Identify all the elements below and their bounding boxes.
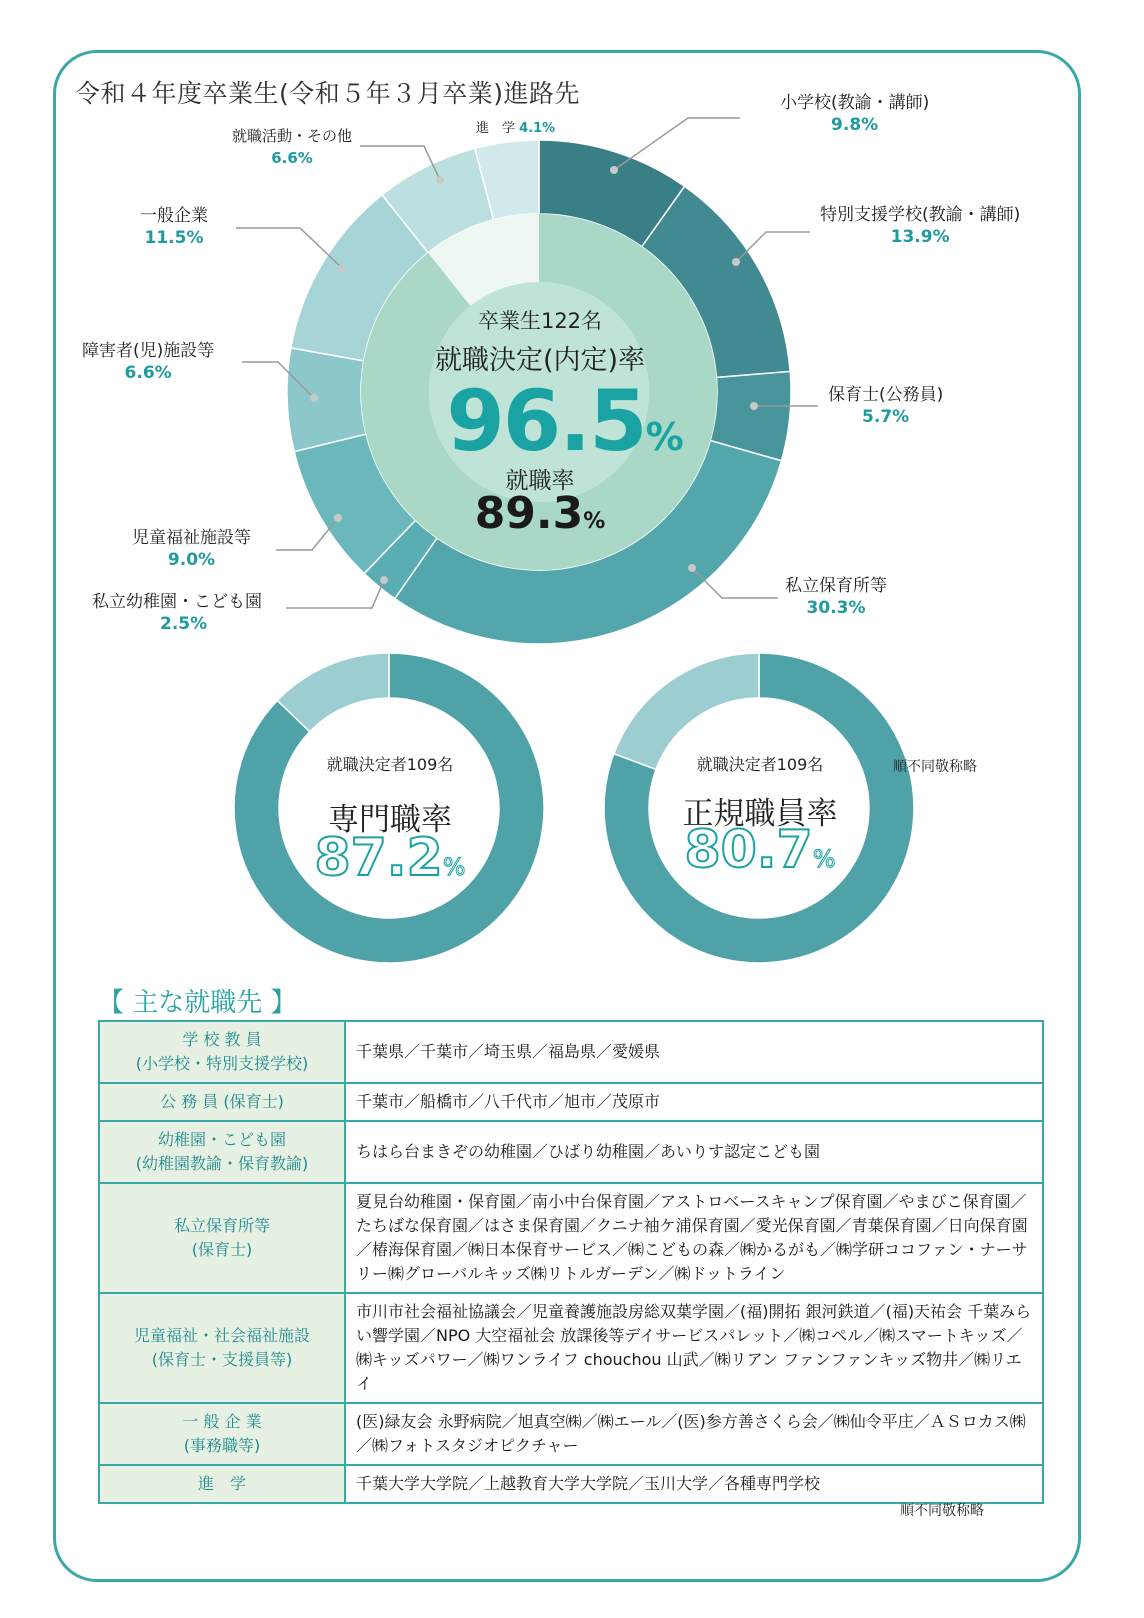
decision-rate-unit: % (645, 415, 684, 459)
donut2-subtitle: 就職決定者109名 (326, 755, 454, 774)
leader-dot (310, 394, 318, 402)
employer-category-detail: (保育士) (191, 1240, 253, 1259)
leader-line (286, 580, 384, 608)
decision-rate-label: 就職決定(内定)率 (434, 345, 646, 376)
employment-rate-label: 就職率 (505, 468, 575, 494)
employer-category (99, 1403, 345, 1465)
employer-list: 千葉大学大学院／上越教育大学大学院／玉川大学／各種専門学校 (345, 1465, 1043, 1503)
employer-category-name: 進 学 (197, 1474, 246, 1493)
slice-label-child-welfare: 児童福祉施設等 9.0% (132, 528, 251, 570)
leader-dot (732, 258, 740, 266)
donut2-value (290, 828, 490, 888)
decision-rate-value (420, 372, 710, 468)
leader-dot (750, 402, 758, 410)
employer-category (99, 1293, 345, 1403)
employer-category (99, 1021, 345, 1083)
donut3-title: 正規職員率 (682, 796, 838, 832)
employer-list: ちはら台まきぞの幼稚園／ひばり幼稚園／あいりす認定こども園 (345, 1121, 1043, 1183)
graduates-count: 卒業生122名 (477, 309, 603, 333)
leader-dot (338, 264, 346, 272)
donut2-number: 87.2 (314, 828, 443, 888)
leader-dot (334, 514, 342, 522)
leader-dot (436, 176, 444, 184)
slice-label-special-support: 特別支援学校(教諭・講師) 13.9% (820, 205, 1021, 247)
employer-category-name: 公 務 員 (保育士) (160, 1092, 284, 1111)
table-row (99, 1465, 1043, 1503)
slice-label-further-study: 進 学 4.1% (476, 121, 556, 136)
employer-category-detail: (保育士・支援員等) (151, 1350, 293, 1369)
slice-label-public-nursery: 保育士(公務員) 5.7% (828, 385, 944, 427)
employer-category-name: 学 校 教 員 (182, 1030, 262, 1049)
leader-dot (688, 564, 696, 572)
slice-label-general-company: 一般企業 11.5% (140, 206, 208, 248)
decision-rate-number: 96.5 (446, 372, 646, 470)
page-title: 令和４年度卒業生(令和５年３月卒業)進路先 (75, 79, 581, 108)
slice-label-elementary: 小学校(教諭・講師) 9.8% (780, 93, 930, 135)
employment-rate-value (440, 488, 640, 539)
employment-rate-number: 89.3 (474, 488, 584, 539)
donut3-value (660, 820, 860, 880)
note-honorifics-bottom: 順不同敬称略 (900, 1503, 984, 1519)
table-row (99, 1083, 1043, 1121)
employer-category-name: 私立保育所等 (173, 1216, 270, 1235)
donut2-title: 専門職率 (328, 802, 452, 838)
slice-label-private-nursery: 私立保育所等 30.3% (785, 576, 887, 618)
employer-category-detail: (幼稚園教諭・保育教諭) (135, 1154, 309, 1173)
employer-category-detail: (事務職等) (183, 1436, 261, 1455)
donut-slice (287, 348, 366, 452)
employer-category (99, 1083, 345, 1121)
donut3-unit: % (812, 845, 836, 873)
table-row (99, 1021, 1043, 1083)
employer-list: 千葉県／千葉市／埼玉県／福島県／愛媛県 (345, 1021, 1043, 1083)
employer-category-name: 児童福祉・社会福祉施設 (133, 1326, 310, 1345)
employer-category (99, 1183, 345, 1293)
employer-list: 千葉市／船橋市／八千代市／旭市／茂原市 (345, 1083, 1043, 1121)
note-honorifics-mid: 順不同敬称略 (893, 759, 977, 775)
donut2-unit: % (442, 853, 466, 881)
donut3-subtitle: 就職決定者109名 (696, 755, 824, 774)
employment-rate-unit: % (583, 509, 606, 534)
table-row (99, 1183, 1043, 1293)
employer-list: 市川市社会福祉協議会／児童養護施設房総双葉学園／(福)開拓 銀河鉄道／(福)天祐会 千葉みらい響学園／NPO 大空福祉会 放課後等デイサービスパレット／㈱コペル／㈱スマートキッズ／㈱キッズパワー／㈱ワンライフ chouchou 山武／㈱リアン ファンファンキッズ物井／㈱リエイ (345, 1293, 1043, 1403)
slice-label-job-hunting: 就職活動・その他 6.6% (232, 127, 353, 167)
table-row (99, 1121, 1043, 1183)
employer-category (99, 1465, 345, 1503)
table-row (99, 1403, 1043, 1465)
employer-category-name: 幼稚園・こども園 (157, 1130, 286, 1149)
leader-dot (380, 576, 388, 584)
employers-table (98, 1020, 1044, 1504)
slice-label-kindergarten: 私立幼稚園・こども園 2.5% (92, 592, 262, 634)
leader-dot (610, 166, 618, 174)
employer-category-detail: (小学校・特別支援学校) (135, 1054, 309, 1073)
employer-list: (医)緑友会 永野病院／旭真空㈱／㈱エール／(医)参方善さくら会／㈱仙令平庄／ＡＳロカス㈱／㈱フォトスタジオピクチャー (345, 1403, 1043, 1465)
employer-category-name: 一 般 企 業 (182, 1412, 262, 1431)
employer-list: 夏見台幼稚園・保育園／南小中台保育園／アストロベースキャンプ保育園／やまびこ保育園／たちばな保育園／はさま保育園／クニナ袖ケ浦保育園／愛光保育園／青葉保育園／日向保育園／椿海保育園／㈱日本保育サービス／㈱こどもの森／㈱かるがも／㈱学研ココファン・ナーサリー㈱グローバルキッズ㈱リトルガーデン／㈱ドットライン (345, 1183, 1043, 1293)
table-row (99, 1293, 1043, 1403)
employer-category (99, 1121, 345, 1183)
slice-label-disability-facility: 障害者(児)施設等 6.6% (82, 341, 215, 383)
donut3-number: 80.7 (684, 820, 813, 880)
section-title-employers: 【 主な就職先 】 (98, 988, 297, 1018)
